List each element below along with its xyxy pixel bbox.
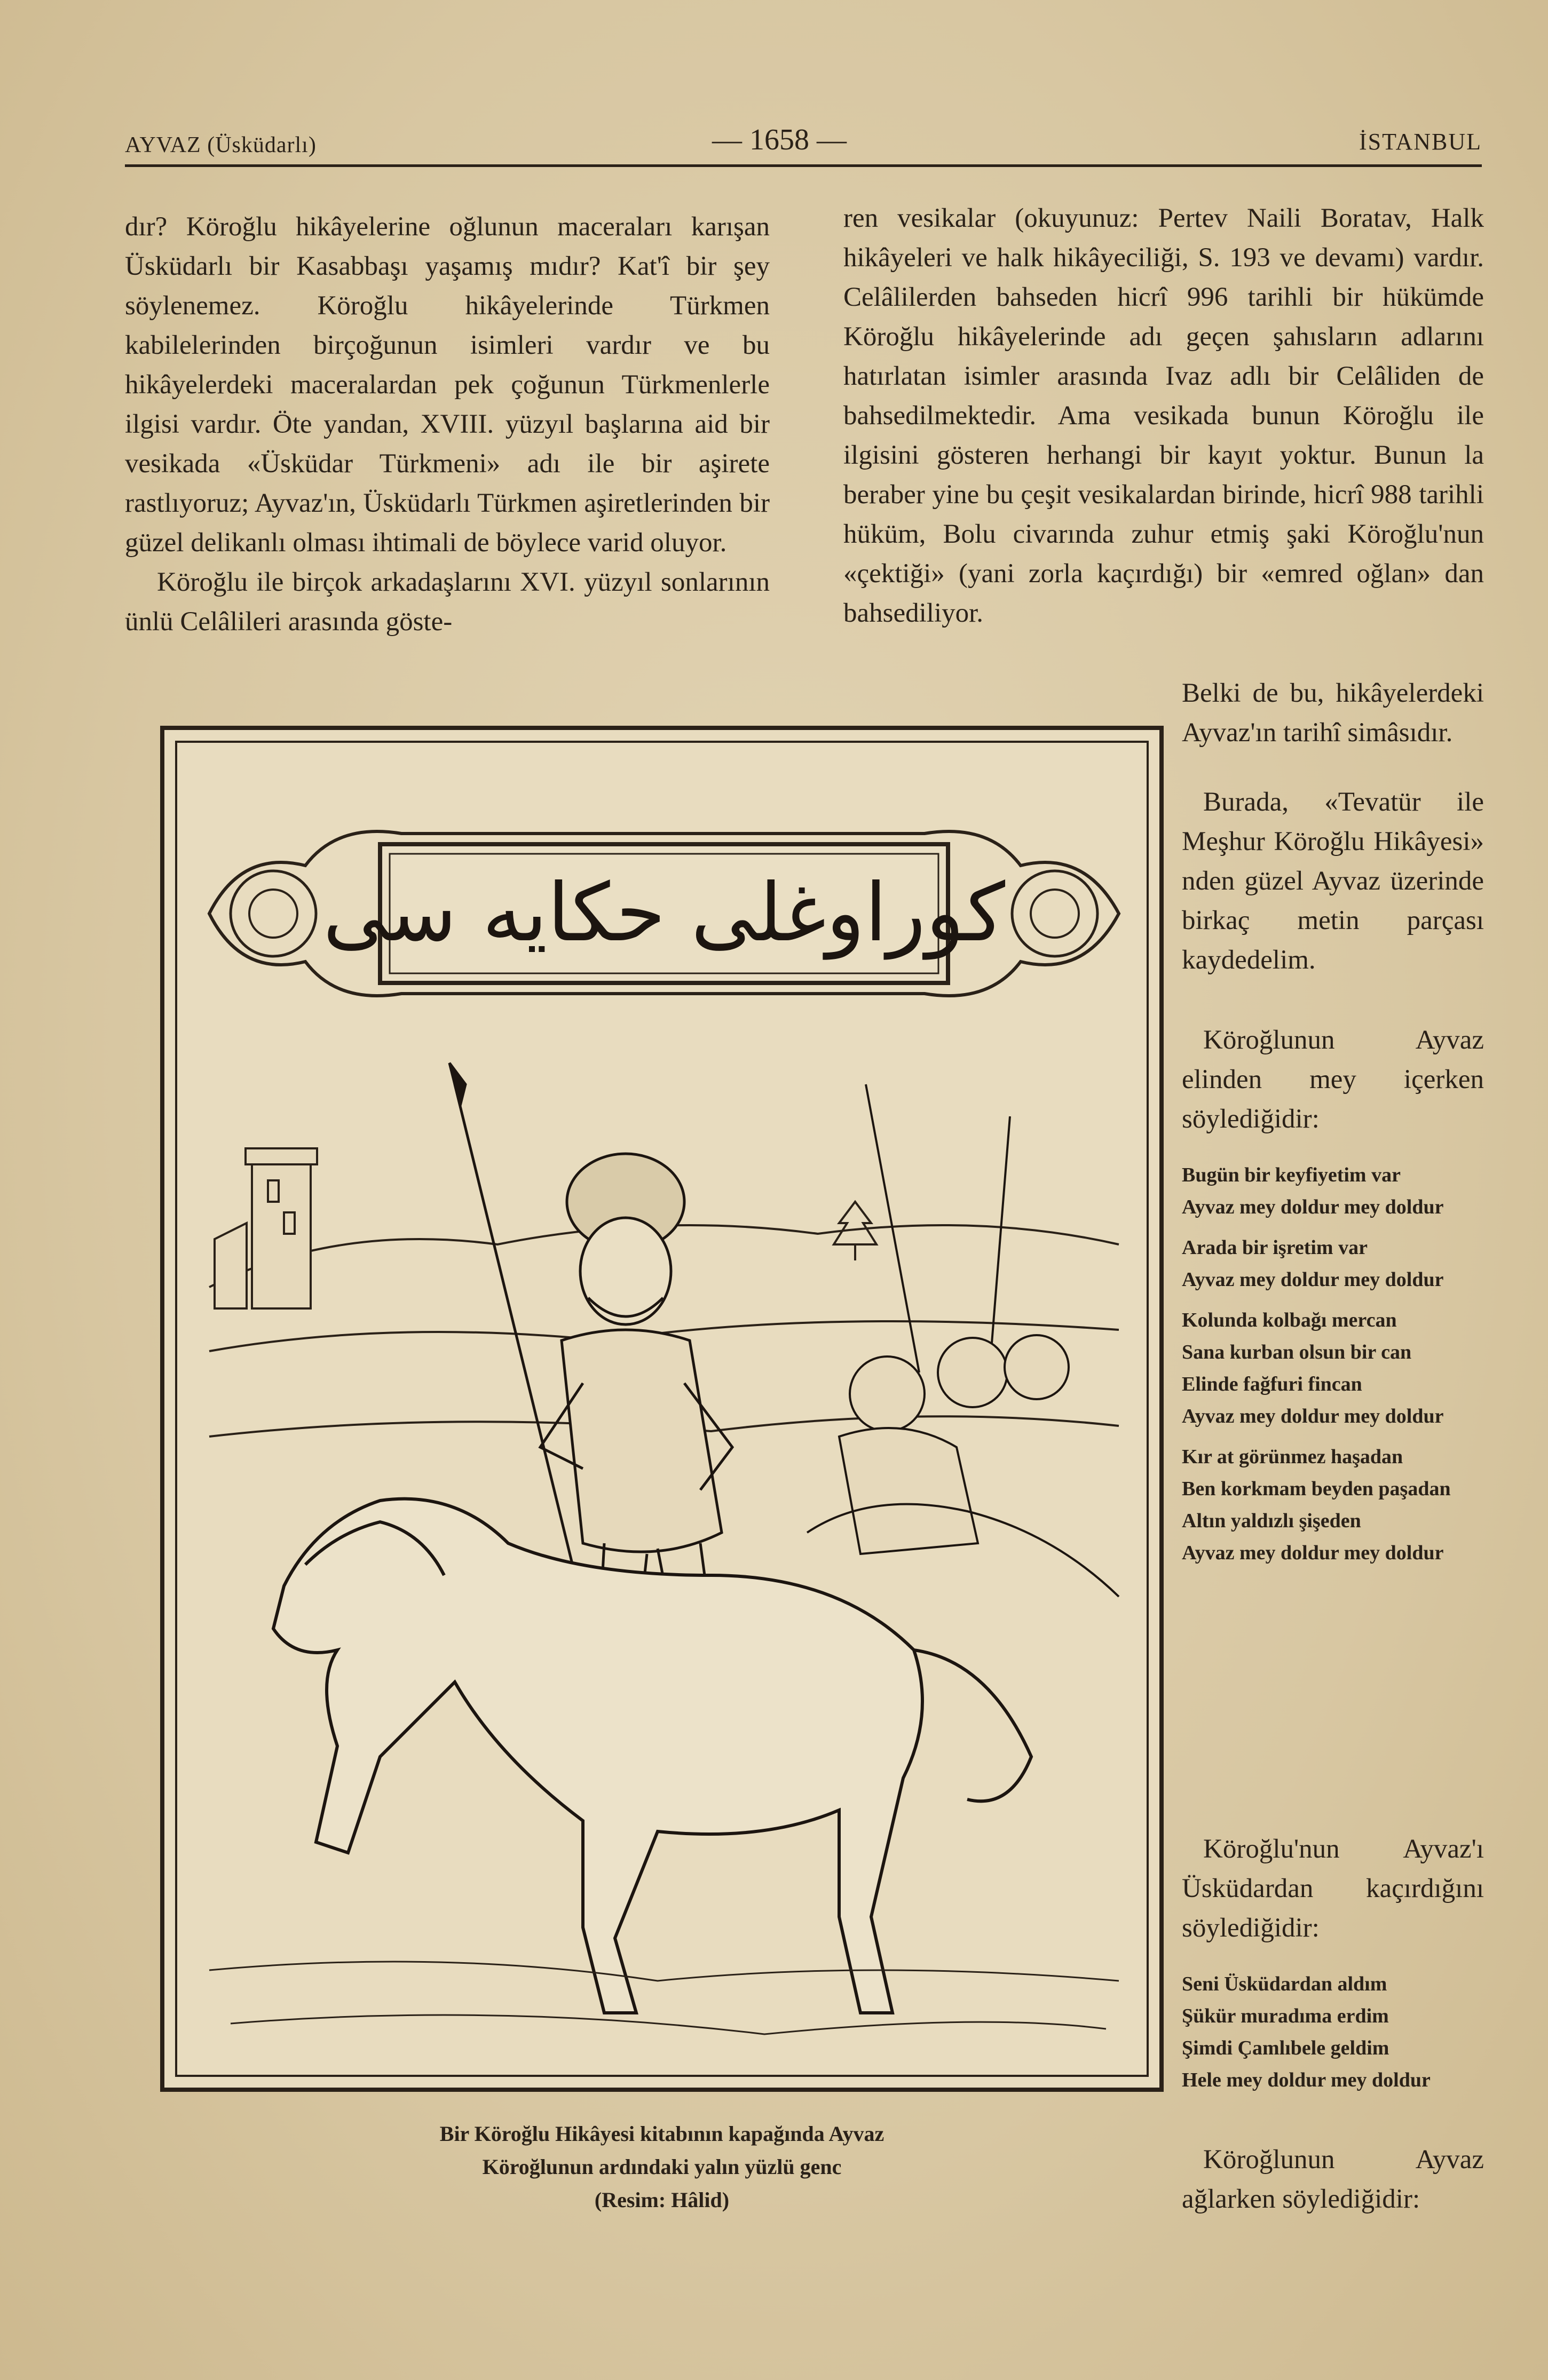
narrow-text-1: Belki de bu, hikâyelerdeki Ayvaz'ın tarihî simâsıdır. xyxy=(1182,678,1484,748)
verse-line: Hele mey doldur mey doldur xyxy=(1182,2069,1431,2091)
verse-line: Şükür muradıma erdim xyxy=(1182,2005,1389,2027)
left-column xyxy=(125,207,770,641)
header-right: İSTANBUL xyxy=(1359,129,1482,155)
left-paragraph-1: dır? Köroğlu hikâyelerine oğlunun maceraları karışan Üsküdarlı bir Kasabbaşı yaşamış mıdır? Kat'î bir şey söylenemez. Köroğlu hikâyelerinde Türkmen kabilelerinden birçoğunun isimleri vardır ve bu hikâyelerdeki maceralardan pek çoğunun Türkmenlerle ilgisi vardır. Öte yandan, XVIII. yüzyıl başlarına aid bir vesikada «Üsküdar Türkmeni» adı ile bir aşirete rastlıyoruz; Ayvaz'ın, Üsküdarlı Türkmen aşiretlerinden bir güzel delikanlı olması ihtimali de böylece varid oluyor. xyxy=(125,212,770,558)
page-number: — 1658 — xyxy=(712,123,847,156)
verse-line: Kır at görünmez haşadan xyxy=(1182,1446,1403,1468)
verse-line: Ayvaz mey doldur mey doldur xyxy=(1182,1405,1444,1427)
verse-line: Ben korkmam beyden paşadan xyxy=(1182,1478,1451,1500)
verse-line: Sana kurban olsun bir can xyxy=(1182,1341,1412,1363)
verse-line: Arada bir işretim var xyxy=(1182,1236,1368,1259)
right-column xyxy=(843,199,1484,633)
verse-line: Ayvaz mey doldur mey doldur xyxy=(1182,1196,1444,1218)
illustration-drawing xyxy=(177,743,1151,2079)
horse xyxy=(273,1499,1031,2013)
narrow-paragraph-3 xyxy=(1182,1020,1484,1139)
header-left: AYVAZ (Üsküdarlı) xyxy=(125,133,317,157)
narrow-text-5: Köroğlunun Ayvaz ağlarken söylediğidir: xyxy=(1182,2145,1484,2214)
verse-line: Ayvaz mey doldur mey doldur xyxy=(1182,1268,1444,1291)
verse-line: Seni Üsküdardan aldım xyxy=(1182,1973,1387,1995)
illustration-frame xyxy=(175,741,1149,2077)
narrow-text-2: Burada, «Tevatür ile Meşhur Köroğlu Hikâyesi» nden güzel Ayvaz üzerinde birkaç metin parçası kaydedelim. xyxy=(1182,787,1484,975)
header-rule xyxy=(125,164,1482,167)
verse-block-1 xyxy=(1182,1159,1484,1569)
caption-credit: (Resim: Hâlid) xyxy=(594,2188,730,2212)
verse-block-2 xyxy=(1182,1968,1484,2096)
arabic-title: كوراوغلى حكايه سى xyxy=(322,867,1006,959)
ground xyxy=(209,1962,1119,2034)
verse-line: Şimdi Çamlıbele geldim xyxy=(1182,2037,1389,2059)
left-paragraph-2: Köroğlu ile birçok arkadaşlarını XVI. yüzyıl sonlarının ünlü Celâlileri arasında göste- xyxy=(125,567,770,637)
narrow-paragraph-2 xyxy=(1182,782,1484,980)
right-paragraph-1: ren vesikalar (okuyunuz: Pertev Naili Boratav, Halk hikâyeleri ve halk hikâyeciliği, S. 193 ve devamı) vardır. Celâlilerden bahseden hicrî 996 tarihli bir hükümde Köroğlu hikâyelerinde adı geçen şahısların adlarını hatırlatan isimler arasında Ivaz adlı bir Celâliden de bahsedilmektedir. Ama vesikada bunun Köroğlu ile ilgisini gösteren herhangi bir kayıt yoktur. Bunun la beraber yine bu çeşit vesikalardan birinde, hicrî 988 tarihli hüküm, Bolu civarında zuhur etmiş şaki Köroğlu'nun «çektiği» (yani zorla kaçırdığı) bir «emred oğlan» dan bahsediliyor. xyxy=(843,203,1484,628)
verse-line: Bugün bir keyfiyetim var xyxy=(1182,1164,1401,1186)
narrow-paragraph-4 xyxy=(1182,1829,1484,1948)
verse-line: Elinde fağfuri fincan xyxy=(1182,1373,1362,1395)
verse-line: Kolunda kolbağı mercan xyxy=(1182,1309,1397,1331)
caption-line-1: Bir Köroğlu Hikâyesi kitabının kapağında Ayvaz xyxy=(439,2122,884,2146)
page-header xyxy=(125,123,1482,165)
verse-line: Altın yaldızlı şişeden xyxy=(1182,1510,1361,1532)
verse-line: Ayvaz mey doldur mey doldur xyxy=(1182,1542,1444,1564)
narrow-text-3: Köroğlunun Ayvaz elinden mey içerken söylediğidir: xyxy=(1182,1025,1484,1134)
caption-line-2: Köroğlunun ardındaki yalın yüzlü genc xyxy=(482,2155,842,2179)
narrow-text-4: Köroğlu'nun Ayvaz'ı Üsküdardan kaçırdığını söylediğidir: xyxy=(1182,1834,1484,1943)
narrow-paragraph-5 xyxy=(1182,2140,1484,2219)
companions xyxy=(807,1084,1119,1597)
book-cover-illustration xyxy=(160,726,1164,2092)
narrow-paragraph-1 xyxy=(1182,673,1484,752)
figure-caption xyxy=(160,2117,1164,2217)
